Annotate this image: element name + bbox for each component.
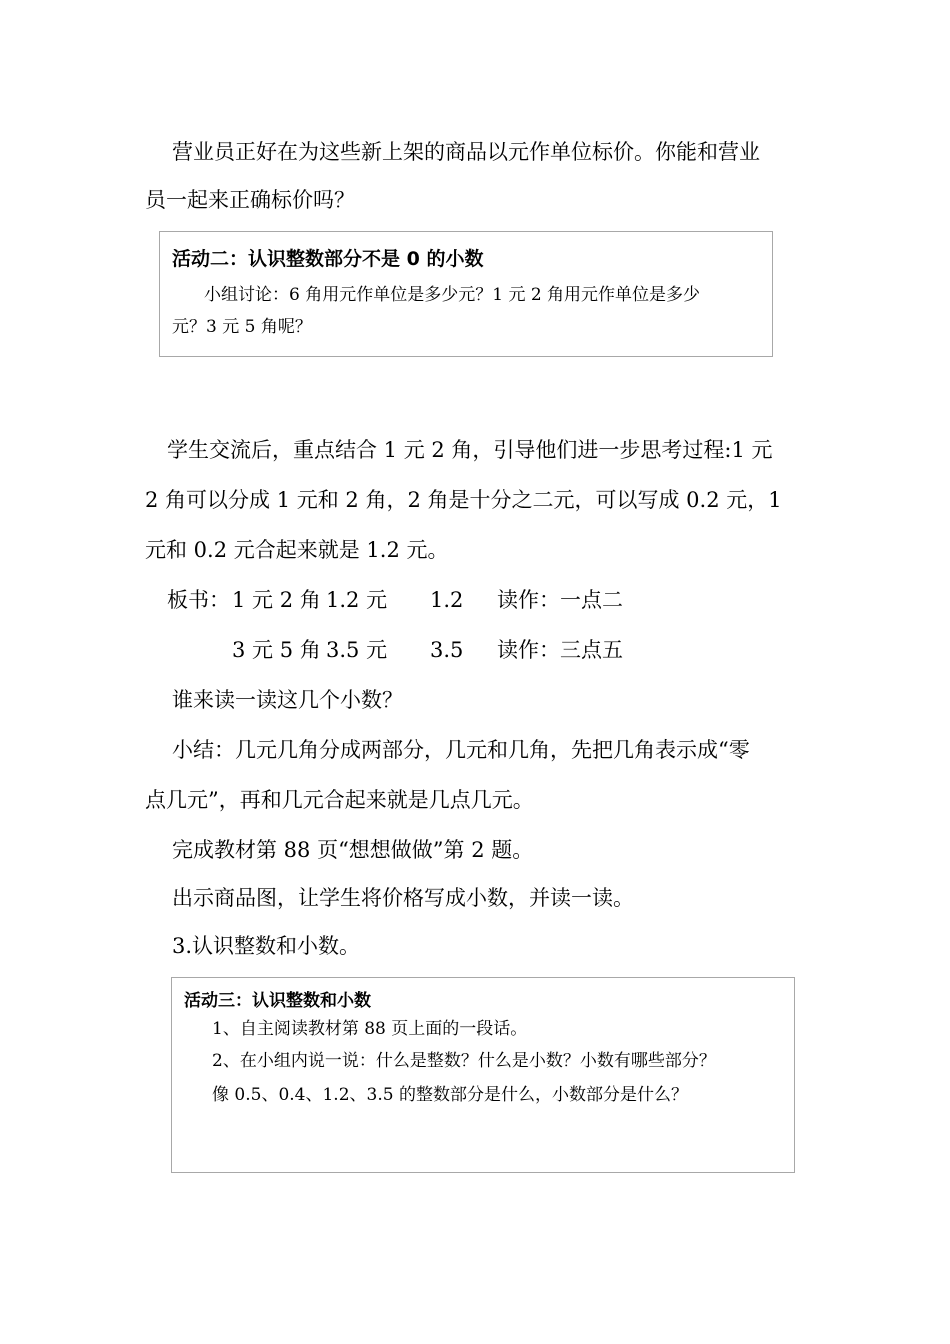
board-label: 板书： xyxy=(167,588,230,612)
explain-line-1: 学生交流后，重点结合 1 元 2 角，引导他们进一步思考过程:1 元 xyxy=(167,438,773,462)
summary-line-1: 小结：几元几角分成两部分，几元和几角，先把几角表示成“零 xyxy=(172,738,750,762)
activity-2-box xyxy=(159,231,773,357)
board-row-1-reading: 读作：一点二 xyxy=(497,588,623,612)
intro-line-2: 员一起来正确标价吗？ xyxy=(145,188,355,212)
exercise-line: 完成教材第 88 页“想想做做”第 2 题。 xyxy=(172,838,534,862)
activity-3-line-3: 像 0.5、0.4、1.2、3.5 的整数部分是什么，小数部分是什么？ xyxy=(212,1085,688,1105)
activity-2-line-1: 小组讨论：6 角用元作单位是多少元？1 元 2 角用元作单位是多少 xyxy=(204,285,701,305)
show-line: 出示商品图，让学生将价格写成小数，并读一读。 xyxy=(172,886,634,910)
board-row-1-yuan: 1.2 元 xyxy=(326,588,388,612)
activity-3-title: 活动三：认识整数和小数 xyxy=(184,991,371,1011)
explain-line-3: 元和 0.2 元合起来就是 1.2 元。 xyxy=(145,538,449,562)
activity-2-line-2: 元？3 元 5 角呢？ xyxy=(172,317,312,337)
board-row-2-money: 3 元 5 角 xyxy=(232,638,321,662)
activity-3-box xyxy=(171,977,795,1173)
section-3-heading: 3.认识整数和小数。 xyxy=(172,934,361,958)
board-row-2-reading: 读作：三点五 xyxy=(497,638,623,662)
explain-line-2: 2 角可以分成 1 元和 2 角，2 角是十分之二元，可以写成 0.2 元，1 xyxy=(145,488,782,512)
question-line: 谁来读一读这几个小数？ xyxy=(172,688,403,712)
activity-3-line-2: 2、在小组内说一说：什么是整数？什么是小数？小数有哪些部分？ xyxy=(212,1051,716,1071)
intro-line-1: 营业员正好在为这些新上架的商品以元作单位标价。你能和营业 xyxy=(172,140,760,164)
board-row-1-number: 1.2 xyxy=(430,588,464,612)
board-row-2-number: 3.5 xyxy=(430,638,464,662)
board-row-2-yuan: 3.5 元 xyxy=(326,638,388,662)
board-row-1-money: 1 元 2 角 xyxy=(232,588,321,612)
activity-3-line-1: 1、自主阅读教材第 88 页上面的一段话。 xyxy=(212,1019,528,1039)
summary-line-2: 点几元”，再和几元合起来就是几点几元。 xyxy=(145,788,534,812)
activity-2-title: 活动二：认识整数部分不是 0 的小数 xyxy=(172,248,484,270)
